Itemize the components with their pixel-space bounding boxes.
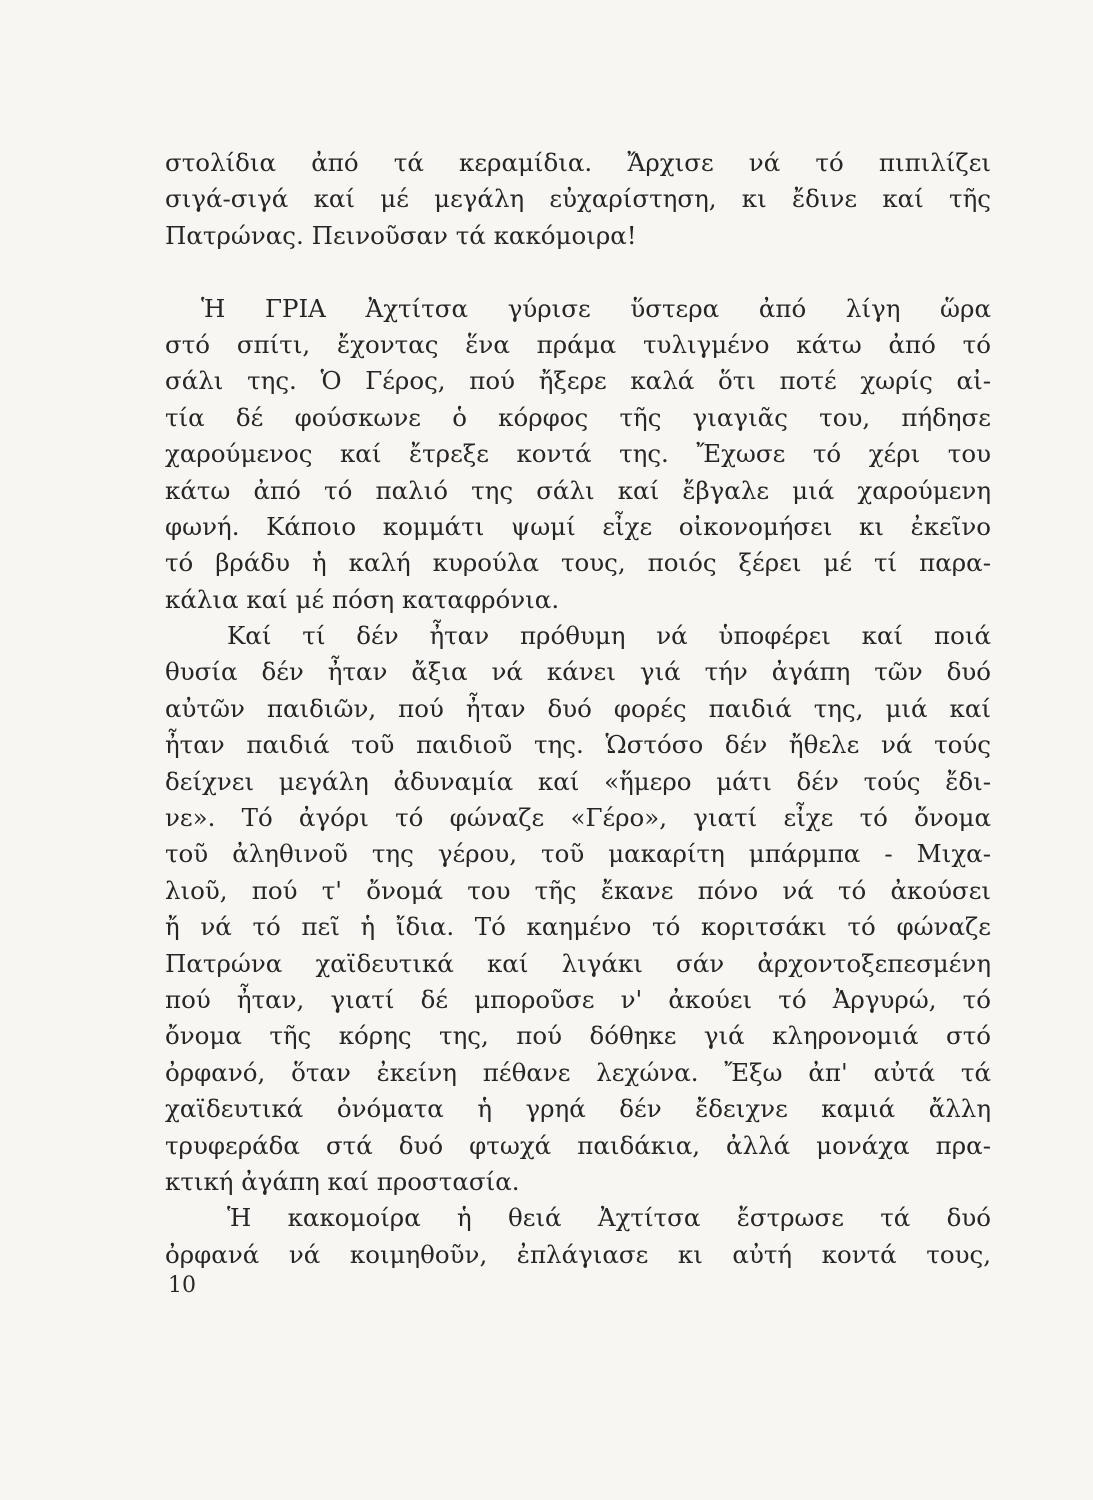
text-line: τία δέ φούσκωνε ὁ κόρφος τῆς γιαγιᾶς του, πήδησε <box>165 402 991 432</box>
text-line: στολίδια ἀπό τά κεραμίδια. Ἄρχισε νά τό πιπιλίζει <box>165 148 991 177</box>
text-line: Πατρώνας. Πεινοῦσαν τά κακόμοιρα! <box>165 220 637 250</box>
text-line: χαρούμενος καί ἔτρεξε κοντά της. Ἔχωσε τό χέρι του <box>165 439 991 469</box>
text-line: φωνή. Κάποιο κομμάτι ψωμί εἶχε οἰκονομήσει κι ἐκεῖνο <box>165 511 991 541</box>
text-line: αὐτῶν παιδιῶν, πού ἦταν δυό φορές παιδιά της, μιά καί <box>165 693 991 723</box>
text-line: στό σπίτι, ἔχοντας ἕνα πράμα τυλιγμένο κάτω ἀπό τό <box>165 329 991 359</box>
text-line: δείχνει μεγάλη ἀδυναμία καί «ἥμερο μάτι δέν τούς ἔδι- <box>165 766 991 796</box>
text-line: λιοῦ, πού τ' ὄνομά του τῆς ἔκανε πόνο νά τό ἀκούσει <box>165 875 991 905</box>
text-line: ὀρφανά νά κοιμηθοῦν, ἐπλάγιασε κι αὐτή κοντά τους, <box>165 1239 991 1269</box>
text-line: ὄνομα τῆς κόρης της, πού δόθηκε γιά κληρονομιά στό <box>165 1021 991 1051</box>
text-line: τό βράδυ ἡ καλή κυρούλα τους, ποιός ξέρει μέ τί παρα- <box>165 548 991 578</box>
text-line: κάλια καί μέ πόση καταφρόνια. <box>165 584 560 614</box>
paragraph <box>165 145 991 254</box>
text-line: νε». Τό ἀγόρι τό φώναζε «Γέρο», γιατί εἶχε τό ὄνομα <box>165 803 991 833</box>
text-line: σάλι της. Ὁ Γέρος, πού ἤξερε καλά ὅτι ποτέ χωρίς αἰ- <box>165 366 991 396</box>
text-line: χαϊδευτικά ὀνόματα ἡ γρηά δέν ἔδειχνε καμιά ἄλλη <box>165 1094 991 1124</box>
text-line: κάτω ἀπό τό παλιό της σάλι καί ἔβγαλε μιά χαρούμενη <box>165 475 991 505</box>
text-line: τοῦ ἀληθινοῦ της γέρου, τοῦ μακαρίτη μπάρμπα - Μιχα- <box>165 839 991 869</box>
section-break <box>165 254 991 290</box>
text-line: πού ἦταν, γιατί δέ μποροῦσε ν' ἀκούει τό Ἀργυρώ, τό <box>165 984 991 1014</box>
page-number: 10 <box>168 1273 196 1298</box>
text-line: κτική ἀγάπη καί προστασία. <box>165 1166 520 1196</box>
paragraph <box>165 1200 991 1273</box>
text-line: θυσία δέν ἦταν ἄξια νά κάνει γιά τήν ἀγάπη τῶν δυό <box>165 657 991 687</box>
text-line: Πατρώνα χαϊδευτικά καί λιγάκι σάν ἀρχοντοξεπεσμένη <box>165 948 991 978</box>
text-line: τρυφεράδα στά δυό φτωχά παιδάκια, ἀλλά μονάχα πρα- <box>165 1130 991 1160</box>
text-line: Ἡ κακομοίρα ἡ θειά Ἀχτίτσα ἔστρωσε τά δυό <box>227 1203 991 1233</box>
paragraph <box>165 618 991 1200</box>
text-line: Καί τί δέν ἦταν πρόθυμη νά ὑποφέρει καί ποιά <box>227 621 991 651</box>
body-text <box>165 145 991 1273</box>
text-line: ἦταν παιδιά τοῦ παιδιοῦ της. Ὡστόσο δέν ἤθελε νά τούς <box>165 730 991 760</box>
paragraph <box>165 291 991 619</box>
text-line: σιγά-σιγά καί μέ μεγάλη εὐχαρίστηση, κι ἔδινε καί τῆς <box>165 184 991 214</box>
text-line: Ἡ ΓΡΙΑ Ἀχτίτσα γύρισε ὕστερα ἀπό λίγη ὥρα <box>201 293 991 323</box>
text-line: ὀρφανό, ὅταν ἐκείνη πέθανε λεχώνα. Ἔξω ἀπ' αὐτά τά <box>165 1057 991 1087</box>
text-line: ἤ νά τό πεῖ ἡ ἴδια. Τό καημένο τό κοριτσάκι τό φώναζε <box>165 912 991 942</box>
